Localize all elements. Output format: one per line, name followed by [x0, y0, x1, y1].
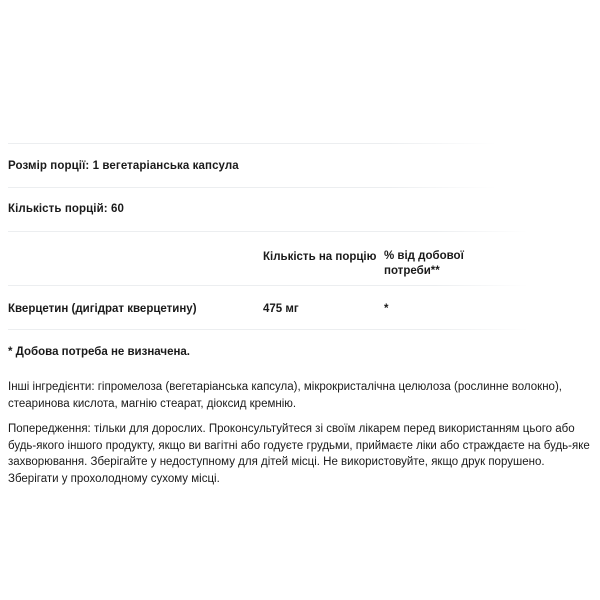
column-header-percent-daily-value: % від добової потреби**	[384, 250, 464, 277]
divider-after-table-header	[8, 285, 528, 286]
divider-after-serving-size	[8, 187, 496, 188]
other-ingredients-paragraph: Інші інгредієнти: гіпромелоза (вегетаріанська капсула), мікрокристалічна целюлоза (рослинне волокно), стеаринова кислота, магнію стеарат, діоксид кремнію.	[8, 381, 562, 410]
warning-paragraph: Попередження: тільки для дорослих. Проконсультуйтеся зі своїм лікарем перед використанням цього або будь‑якого іншого продукту, якщо ви вагітні або годуєте грудьми, приймаєте ліки або страждаєте на будь‑яке захворювання. Зберігайте у недоступному для дітей місці. Не використовуйте, якщо друк порушено. Зберігати у прохолодному сухому місці.	[8, 423, 590, 485]
divider-top	[8, 143, 496, 144]
daily-value-footnote: * Добова потреба не визначена.	[8, 346, 191, 358]
servings-per-container-text: Кількість порцій: 60	[8, 203, 124, 215]
nutrient-amount: 475 мг	[263, 303, 299, 315]
divider-after-table-row	[8, 329, 528, 330]
nutrient-daily-value: *	[384, 303, 389, 315]
divider-after-servings-count	[8, 231, 528, 232]
nutrient-name: Кверцетин (дигідрат кверцетину)	[8, 303, 197, 315]
column-header-amount-per-serving: Кількість на порцію	[263, 251, 377, 263]
serving-size-text: Розмір порції: 1 вегетаріанська капсула	[8, 160, 239, 172]
